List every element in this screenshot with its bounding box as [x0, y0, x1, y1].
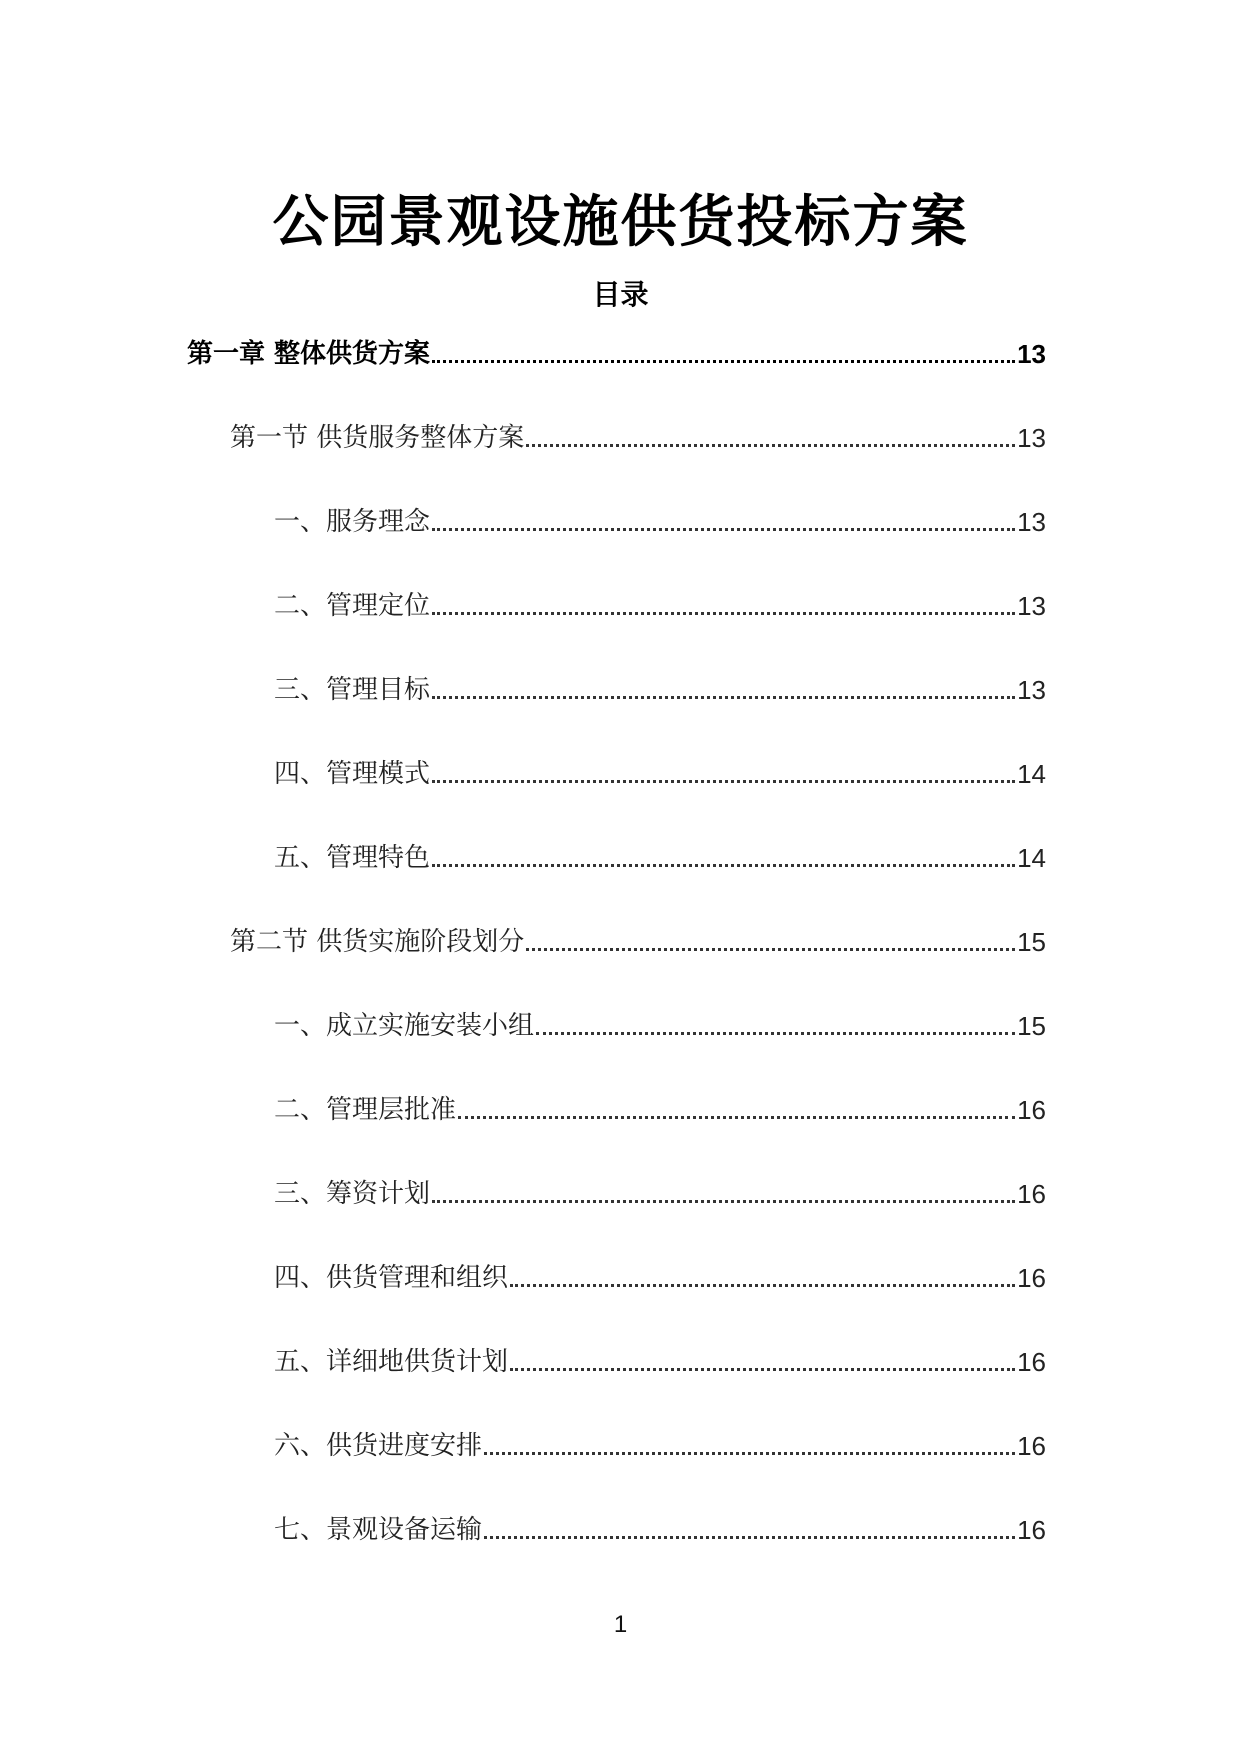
toc-entry-page: 13	[1017, 507, 1046, 537]
toc-entry-label: 四、管理模式	[274, 759, 431, 789]
toc-entry-label: 七、景观设备运输	[274, 1515, 483, 1545]
toc-leader-dots	[432, 1200, 1015, 1203]
toc-entry-page: 16	[1017, 1347, 1046, 1377]
toc-entry-page: 16	[1017, 1095, 1046, 1125]
toc-leader-dots	[432, 360, 1015, 363]
toc-entry-page: 13	[1017, 591, 1046, 621]
toc-entry-label: 一、成立实施安装小组	[274, 1011, 535, 1041]
toc-leader-dots	[458, 1116, 1015, 1119]
toc-entry-item[interactable]	[274, 586, 1046, 626]
toc-entry-item[interactable]	[274, 1426, 1046, 1466]
toc-entry-item[interactable]	[274, 502, 1046, 542]
toc-entry-label: 三、筹资计划	[274, 1179, 431, 1209]
toc-leader-dots	[432, 612, 1015, 615]
toc-entry-item[interactable]	[274, 754, 1046, 794]
toc-entry-label: 二、管理定位	[274, 591, 431, 621]
toc-entry-section-1[interactable]	[230, 418, 1046, 458]
toc-leader-dots	[510, 1284, 1015, 1287]
toc-entry-page: 16	[1017, 1179, 1046, 1209]
page-number: 1	[613, 1611, 628, 1638]
toc-leader-dots	[536, 1032, 1015, 1035]
toc-leader-dots	[432, 864, 1015, 867]
toc-entry-page: 15	[1017, 927, 1046, 957]
toc-entry-page: 16	[1017, 1263, 1046, 1293]
toc-entry-item[interactable]	[274, 1510, 1046, 1550]
toc-entry-label: 第二节 供货实施阶段划分	[230, 927, 525, 957]
toc-entry-label: 五、详细地供货计划	[274, 1347, 509, 1377]
toc-entry-label: 五、管理特色	[274, 843, 431, 873]
toc-entry-label: 一、服务理念	[274, 507, 431, 537]
toc-entry-item[interactable]	[274, 1090, 1046, 1130]
toc-entry-section-2[interactable]	[230, 922, 1046, 962]
toc-entry-label: 第一章 整体供货方案	[187, 339, 431, 369]
toc-leader-dots	[484, 1452, 1015, 1455]
toc-entry-item[interactable]	[274, 838, 1046, 878]
toc-entry-label: 二、管理层批准	[274, 1095, 457, 1125]
toc-entry-item[interactable]	[274, 1006, 1046, 1046]
toc-leader-dots	[526, 444, 1015, 447]
toc-entry-label: 第一节 供货服务整体方案	[230, 423, 525, 453]
toc-entry-page: 14	[1017, 759, 1046, 789]
toc-entry-label: 六、供货进度安排	[274, 1431, 483, 1461]
toc-entry-item[interactable]	[274, 670, 1046, 710]
toc-entry-label: 三、管理目标	[274, 675, 431, 705]
toc-entry-page: 15	[1017, 1011, 1046, 1041]
toc-leader-dots	[432, 696, 1015, 699]
toc-entry-chapter-1[interactable]	[187, 334, 1046, 374]
toc-entry-page: 13	[1017, 675, 1046, 705]
toc-leader-dots	[484, 1536, 1015, 1539]
document-title: 公园景观设施供货投标方案	[272, 190, 969, 255]
toc-entry-page: 13	[1017, 339, 1046, 369]
toc-entry-item[interactable]	[274, 1258, 1046, 1298]
toc-entry-page: 13	[1017, 423, 1046, 453]
toc-entry-item[interactable]	[274, 1174, 1046, 1214]
toc-entry-page: 16	[1017, 1515, 1046, 1545]
toc-entry-item[interactable]	[274, 1342, 1046, 1382]
toc-leader-dots	[432, 780, 1015, 783]
toc-heading: 目录	[592, 278, 649, 311]
toc-entry-page: 16	[1017, 1431, 1046, 1461]
toc-entry-label: 四、供货管理和组织	[274, 1263, 509, 1293]
toc-leader-dots	[432, 528, 1015, 531]
toc-leader-dots	[510, 1368, 1015, 1371]
toc-leader-dots	[526, 948, 1015, 951]
toc-entry-page: 14	[1017, 843, 1046, 873]
